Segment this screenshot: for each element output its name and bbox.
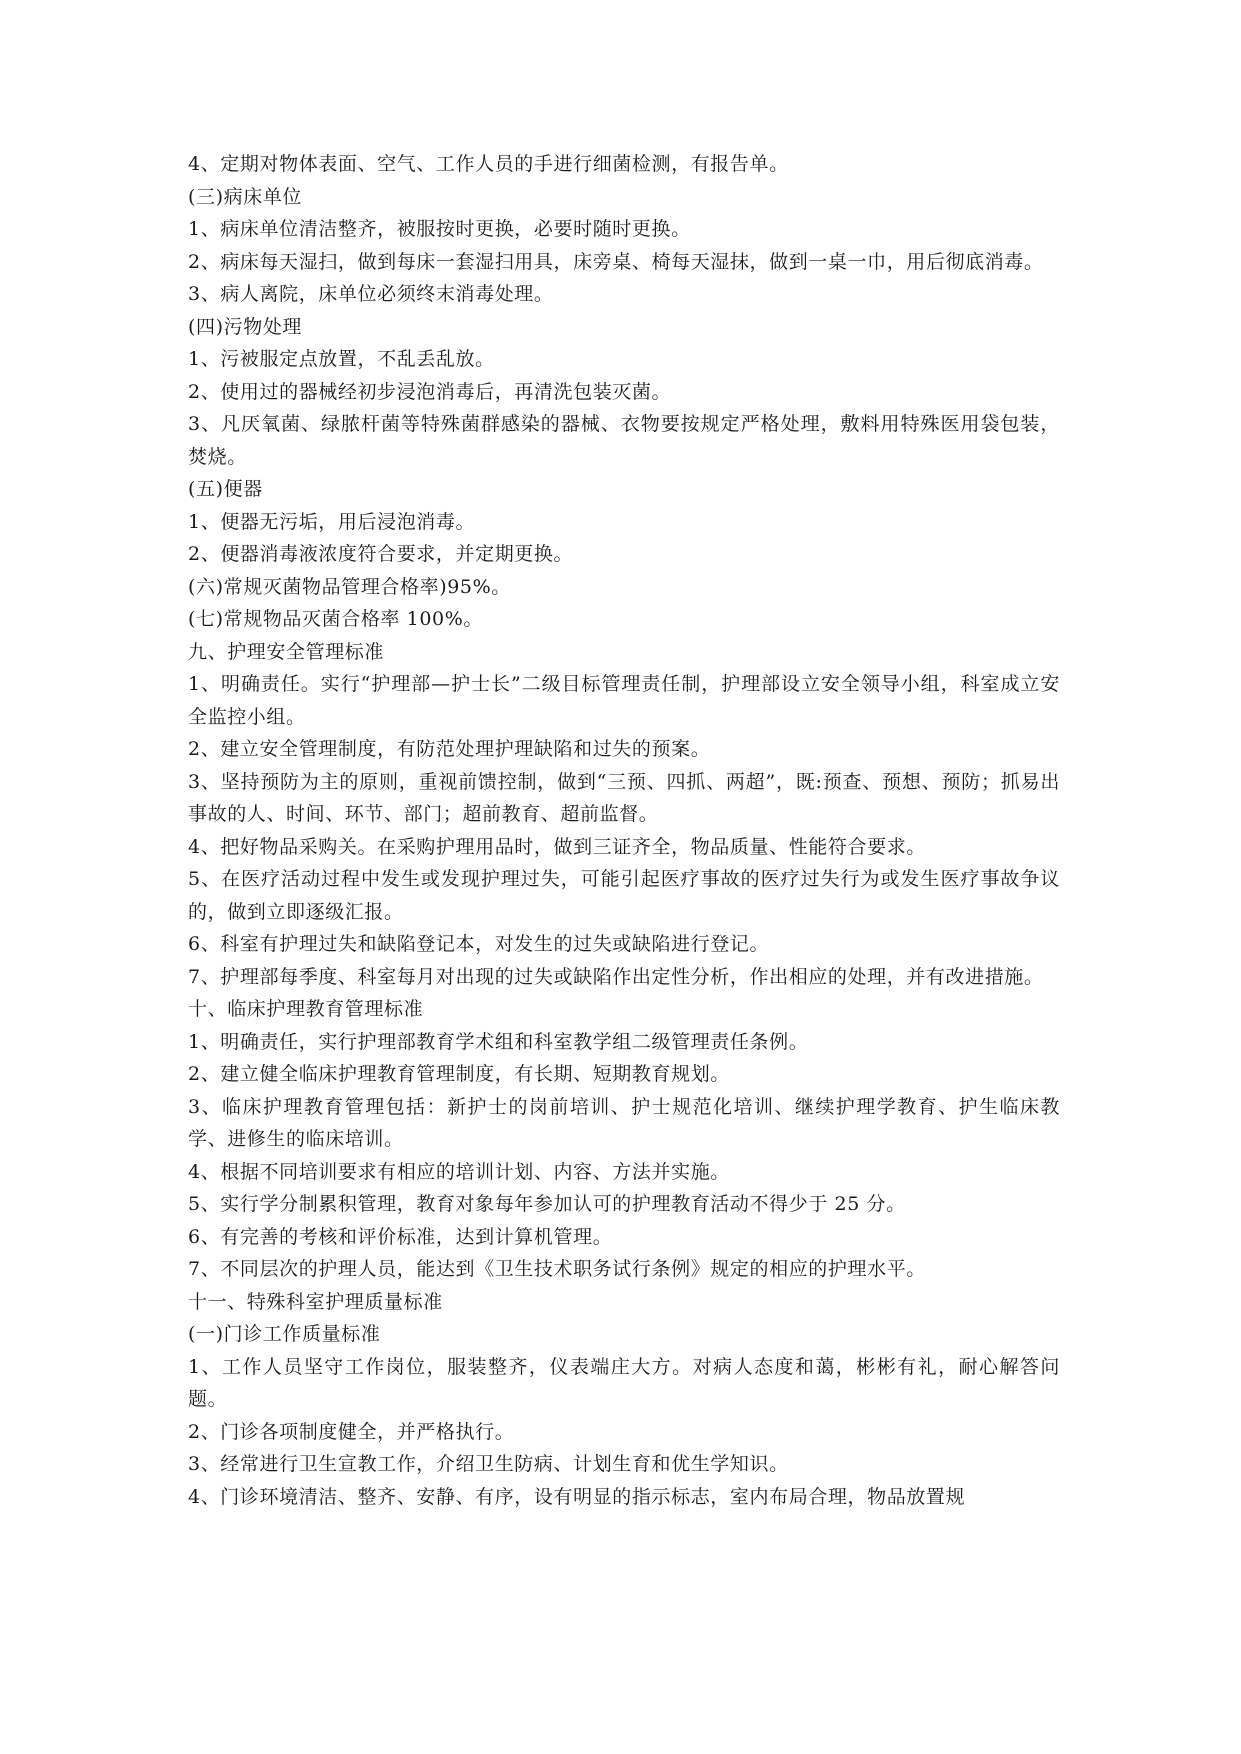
chapter-heading: 十一、特殊科室护理质量标准	[188, 1290, 443, 1313]
paragraph: 1、明确责任。实行“护理部—护士长”二级目标管理责任制，护理部设立安全领导小组，科室成立安全监控小组。	[188, 673, 1060, 728]
section-heading: (六)常规灭菌物品管理合格率)95%。	[188, 575, 511, 598]
paragraph: 1、工作人员坚守工作岗位，服装整齐，仪表端庄大方。对病人态度和蔼，彬彬有礼，耐心解答问题。	[188, 1355, 1060, 1410]
paragraph: 2、建立健全临床护理教育管理制度，有长期、短期教育规划。	[188, 1063, 730, 1085]
paragraph: 3、凡厌氧菌、绿脓杆菌等特殊菌群感染的器械、衣物要按规定严格处理，敷料用特殊医用袋包装，焚烧。	[188, 413, 1060, 468]
paragraph: 6、有完善的考核和评价标准，达到计算机管理。	[188, 1225, 613, 1248]
paragraph: 2、建立安全管理制度，有防范处理护理缺陷和过失的预案。	[188, 738, 711, 760]
paragraph: 4、定期对物体表面、空气、工作人员的手进行细菌检测，有报告单。	[188, 153, 789, 175]
paragraph: 1、污被服定点放置，不乱丢乱放。	[188, 348, 495, 370]
paragraph: 7、不同层次的护理人员，能达到《卫生技术职务试行条例》规定的相应的护理水平。	[188, 1258, 926, 1280]
paragraph: 4、把好物品采购关。在采购护理用品时，做到三证齐全，物品质量、性能符合要求。	[188, 835, 926, 858]
paragraph: 3、坚持预防为主的原则，重视前馈控制，做到“三预、四抓、两超”，既:预查、预想、预防；抓易出事故的人、时间、环节、部门；超前教育、超前监督。	[188, 770, 1060, 825]
document-page	[188, 148, 1060, 1513]
paragraph: 2、病床每天湿扫，做到每床一套湿扫用具，床旁桌、椅每天湿抹，做到一桌一巾，用后彻底消毒。	[188, 250, 1044, 273]
section-heading: (一)门诊工作质量标准	[188, 1323, 381, 1345]
paragraph: 5、在医疗活动过程中发生或发现护理过失，可能引起医疗事故的医疗过失行为或发生医疗事故争议的，做到立即逐级汇报。	[188, 868, 1060, 923]
paragraph: 2、便器消毒液浓度符合要求，并定期更换。	[188, 543, 574, 565]
chapter-heading: 十、临床护理教育管理标准	[188, 998, 424, 1020]
paragraph: 3、病人离院，床单位必须终末消毒处理。	[188, 283, 554, 305]
paragraph: 4、根据不同培训要求有相应的培训计划、内容、方法并实施。	[188, 1160, 730, 1183]
paragraph: 5、实行学分制累积管理，教育对象每年参加认可的护理教育活动不得少于 25 分。	[188, 1193, 906, 1215]
paragraph: 6、科室有护理过失和缺陷登记本，对发生的过失或缺陷进行登记。	[188, 933, 770, 955]
paragraph: 1、便器无污垢，用后浸泡消毒。	[188, 510, 476, 533]
paragraph: 4、门诊环境清洁、整齐、安静、有序，设有明显的指示标志，室内布局合理，物品放置规	[188, 1485, 966, 1508]
paragraph: 7、护理部每季度、科室每月对出现的过失或缺陷作出定性分析，作出相应的处理，并有改进措施。	[188, 965, 1044, 988]
section-heading: (三)病床单位	[188, 185, 303, 208]
paragraph: 1、明确责任，实行护理部教育学术组和科室教学组二级管理责任条例。	[188, 1030, 809, 1053]
section-heading: (四)污物处理	[188, 315, 303, 338]
paragraph: 1、病床单位清洁整齐，被服按时更换，必要时随时更换。	[188, 218, 691, 240]
chapter-heading: 九、护理安全管理标准	[188, 640, 385, 663]
paragraph: 2、门诊各项制度健全，并严格执行。	[188, 1420, 515, 1443]
paragraph: 3、临床护理教育管理包括：新护士的岗前培训、护士规范化培训、继续护理学教育、护生临床教学、进修生的临床培训。	[188, 1095, 1060, 1150]
section-heading: (五)便器	[188, 478, 263, 500]
section-heading: (七)常规物品灭菌合格率 100%。	[188, 608, 483, 630]
paragraph: 2、使用过的器械经初步浸泡消毒后，再清洗包装灭菌。	[188, 380, 672, 403]
paragraph: 3、经常进行卫生宣教工作，介绍卫生防病、计划生育和优生学知识。	[188, 1453, 789, 1475]
